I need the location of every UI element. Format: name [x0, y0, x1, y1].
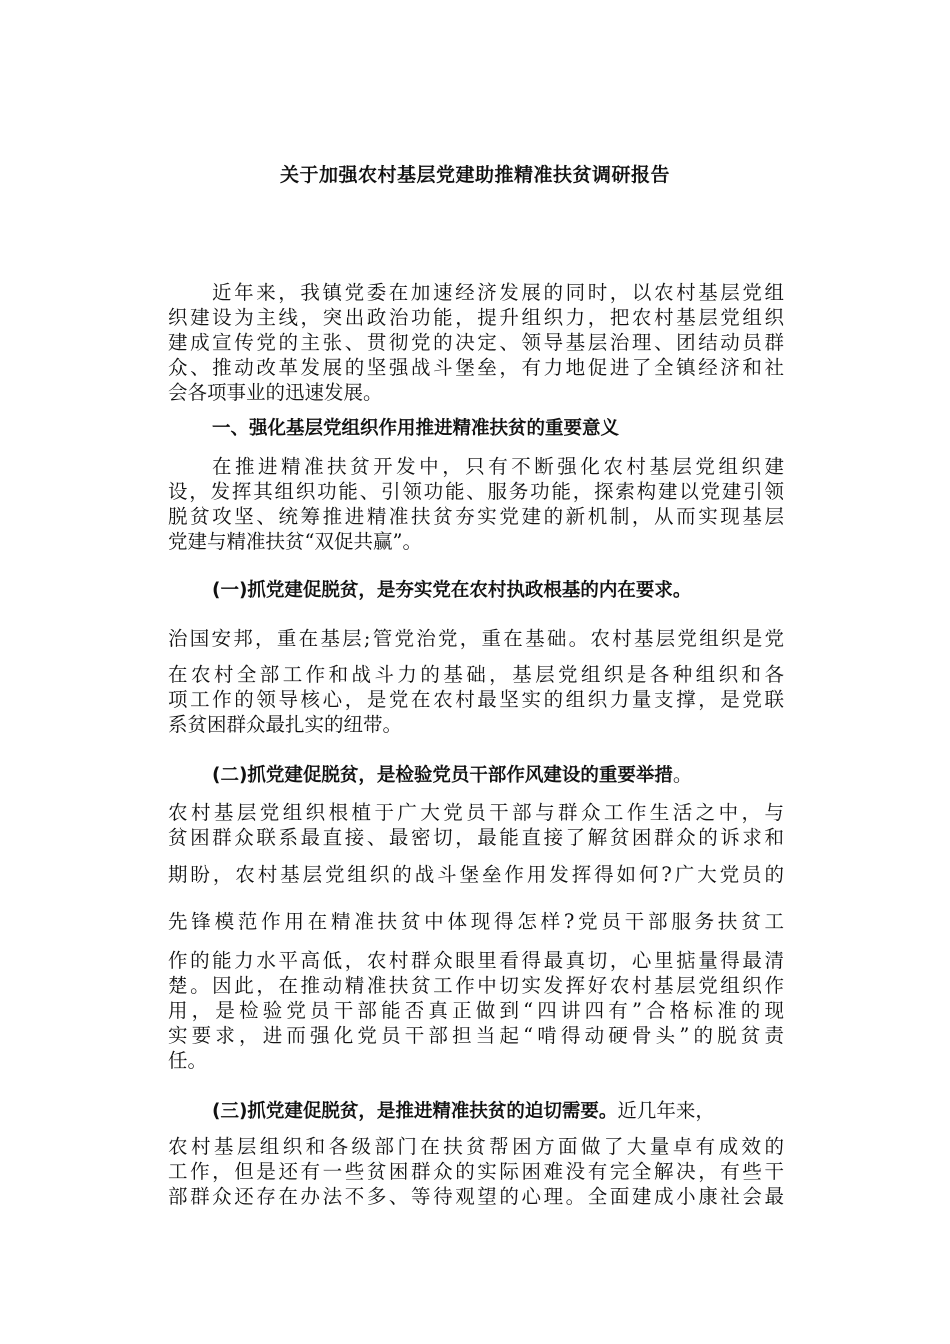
document-title: 关于加强农村基层党建助推精准扶贫调研报告 [279, 164, 670, 186]
text-line: 会各项事业的迅速发展。 [168, 381, 383, 404]
text-line: 近年来，我镇党委在加速经济发展的同时，以农村基层党组 [212, 281, 784, 304]
text-line: 系贫困群众最扎实的纽带。 [168, 713, 403, 736]
text-line: 实要求，进而强化党员干部担当起“啃得动硬骨头”的脱贫责 [168, 1024, 784, 1047]
sub2-paragraph-a [168, 800, 784, 850]
text-line: 工作，但是还有一些贫困群众的实际困难没有完全解决，有些干 [168, 1160, 784, 1183]
text-line: 农村基层组织和各级部门在扶贫帮困方面做了大量卓有成效的 [168, 1135, 784, 1158]
section1-paragraph [168, 454, 784, 554]
text-line: 楚。因此，在推动精准扶贫工作中切实发挥好农村基层党组织作 [168, 974, 784, 997]
text-line: 设，发挥其组织功能、引领功能、服务功能，探索构建以党建引领 [168, 480, 784, 503]
text-line: 在农村全部工作和战斗力的基础，基层党组织是各种组织和各 [168, 663, 784, 686]
text-line: 织建设为主线，突出政治功能，提升组织力，把农村基层党组织 [168, 306, 784, 329]
text-line: 项工作的领导核心，是党在农村最坚实的组织力量支撑，是党联 [168, 688, 784, 711]
text-line: 众、推动改革发展的坚强战斗堡垒，有力地促进了全镇经济和社 [168, 356, 784, 379]
text-line: 作的能力水平高低，农村群众眼里看得最真切，心里掂量得最清 [168, 949, 784, 972]
text-line: 任。 [168, 1049, 208, 1072]
text-line: 在推进精准扶贫开发中，只有不断强化农村基层党组织建 [212, 455, 784, 478]
section-heading: 一、强化基层党组织作用推进精准扶贫的重要意义 [212, 418, 620, 439]
text-line: 农村基层党组织根植于广大党员干部与群众工作生活之中，与 [168, 801, 784, 824]
subsection-heading: (三)抓党建促脱贫，是推进精准扶贫的迫切需要。近几年来， [212, 1099, 715, 1122]
text-line: 建成宣传党的主张、贯彻党的决定、领导基层治理、团结动员群 [168, 331, 784, 354]
text-line: 部群众还存在办法不多、等待观望的心理。全面建成小康社会最 [168, 1185, 784, 1208]
text-line: 治国安邦，重在基层;管党治党，重在基础。农村基层党组织是党 [168, 627, 784, 650]
text-line: 期盼，农村基层党组织的战斗堡垒作用发挥得如何?广大党员的 [168, 863, 784, 886]
sub3-paragraph [168, 1134, 784, 1209]
sub1-paragraph [168, 662, 784, 737]
text-line: 脱贫攻坚、统筹推进精准扶贫夯实党建的新机制，从而实现基层 [168, 505, 784, 528]
sub1-first-line [168, 626, 784, 651]
text-line: 党建与精准扶贫“双促共赢”。 [168, 530, 422, 553]
intro-paragraph [168, 280, 784, 405]
subsection-heading: (一)抓党建促脱贫，是夯实党在农村执政根基的内在要求。 [212, 580, 692, 601]
sub2-paragraph-c [168, 909, 784, 934]
sub2-paragraph-d [168, 948, 784, 1073]
text-line: 先锋模范作用在精准扶贫中体现得怎样?党员干部服务扶贫工 [168, 910, 784, 933]
text-line: 贫困群众联系最直接、最密切，最能直接了解贫困群众的诉求和 [168, 826, 784, 849]
sub2-paragraph-b [168, 862, 784, 887]
subsection-heading: (二)抓党建促脱贫，是检验党员干部作风建设的重要举措。 [212, 763, 693, 786]
text-line: 用，是检验党员干部能否真正做到“四讲四有”合格标准的现 [168, 999, 784, 1022]
